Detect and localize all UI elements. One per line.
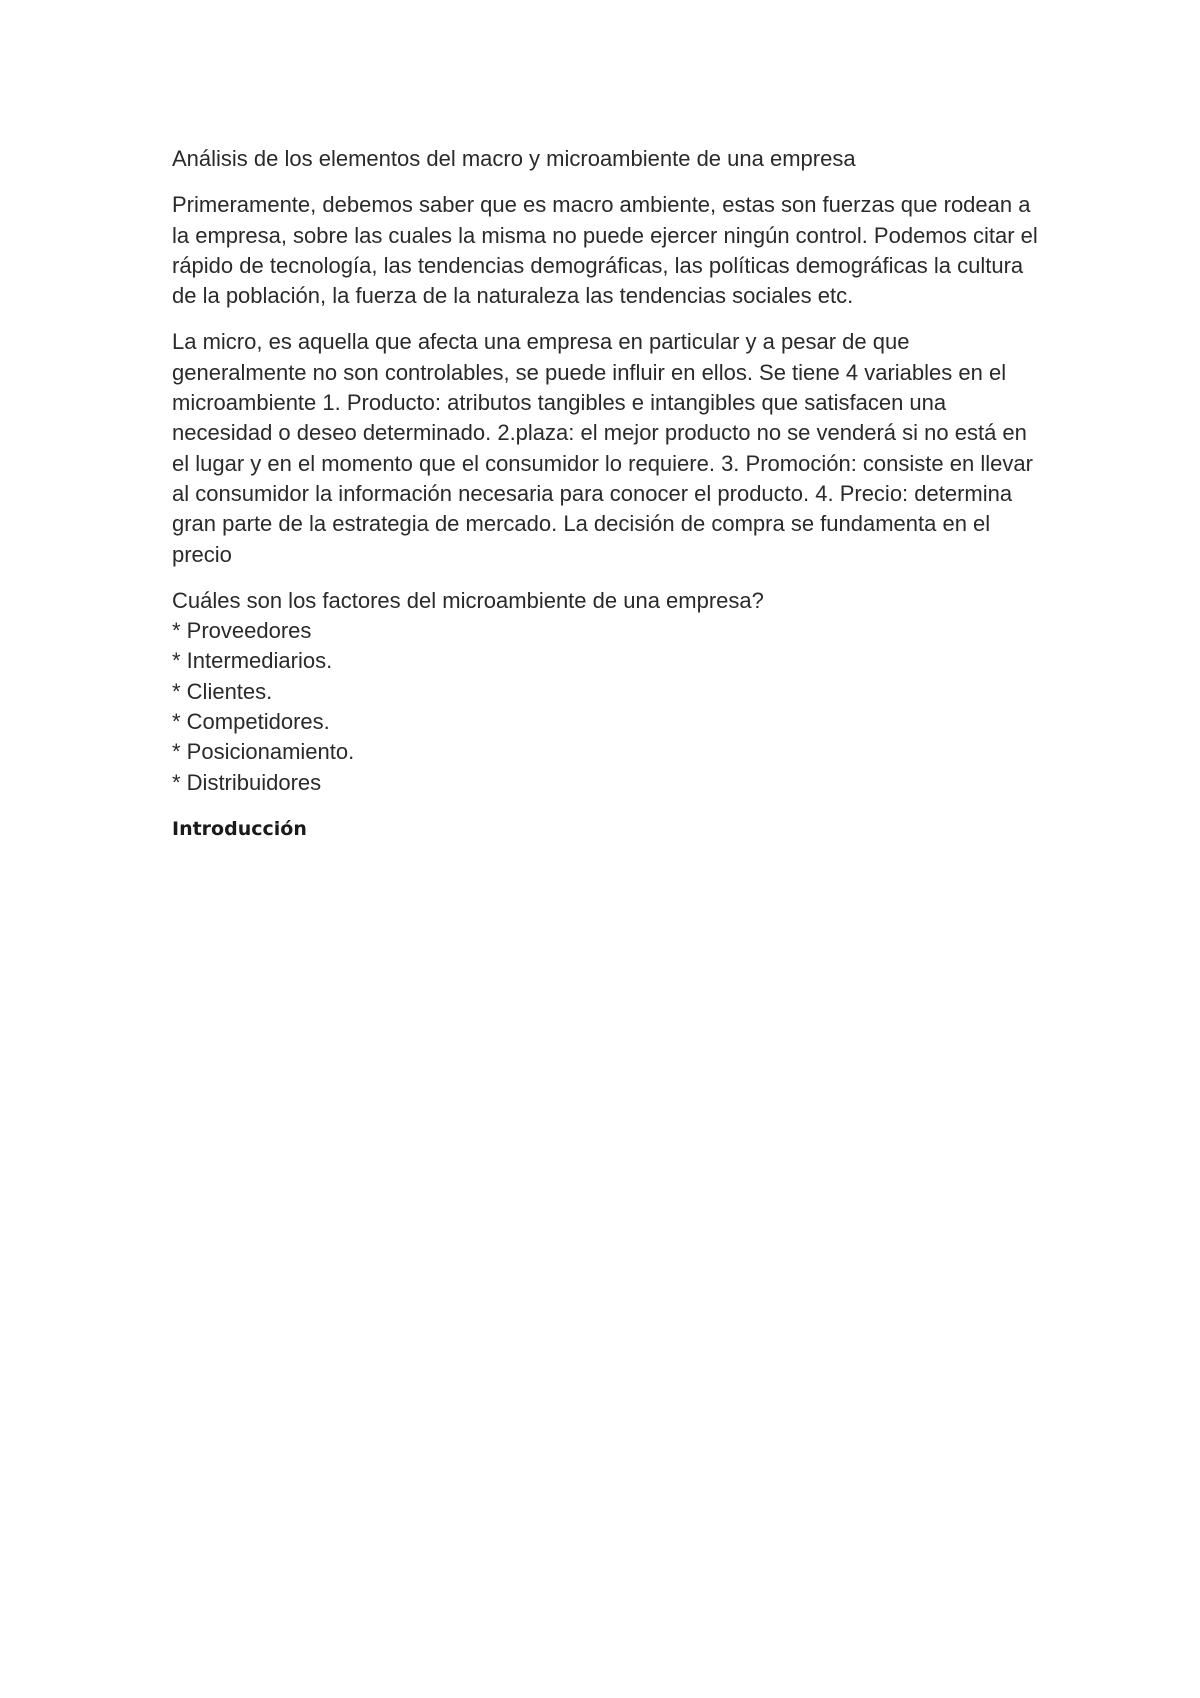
list-item: * Posicionamiento. <box>172 739 355 765</box>
paragraph-micro-environment: La micro, es aquella que afecta una empresa en particular y a pesar de que generalmente no son controlables, se puede influir en ellos. Se tiene 4 variables en el microambiente 1. Producto: atributos tangibles e intangibles que satisfacen una necesidad o deseo determinado. 2.plaza: el mejor producto no se venderá si no está en el lugar y en el momento que el consumidor lo requiere. 3. Promoción: consiste en llevar al consumidor la información necesaria para conocer el producto. 4. Precio: determina gran parte de la estrategia de mercado. La decisión de compra se fundamenta en el precio <box>172 329 1033 567</box>
list-item: * Proveedores <box>172 618 312 644</box>
list-item: * Distribuidores <box>172 769 322 795</box>
paragraph-macro-environment: Primeramente, debemos saber que es macro ambiente, estas son fuerzas que rodean a la empresa, sobre las cuales la misma no puede ejercer ningún control. Podemos citar el rápido de tecnología, las tendencias demográficas, las políticas demográficas la cultura de la población, la fuerza de la naturaleza las tendencias sociales etc. <box>172 192 1038 309</box>
list-item: * Intermediarios. <box>172 648 333 674</box>
document-body <box>172 144 1042 860</box>
list-item: * Clientes. <box>172 678 273 704</box>
factors-block <box>172 586 1042 798</box>
factors-question: Cuáles son los factores del microambiente de una empresa? <box>172 587 764 613</box>
section-heading-introduccion: Introducción <box>172 817 307 840</box>
document-title: Análisis de los elementos del macro y microambiente de una empresa <box>172 146 856 171</box>
list-item: * Competidores. <box>172 709 330 735</box>
factors-list <box>172 616 1042 798</box>
